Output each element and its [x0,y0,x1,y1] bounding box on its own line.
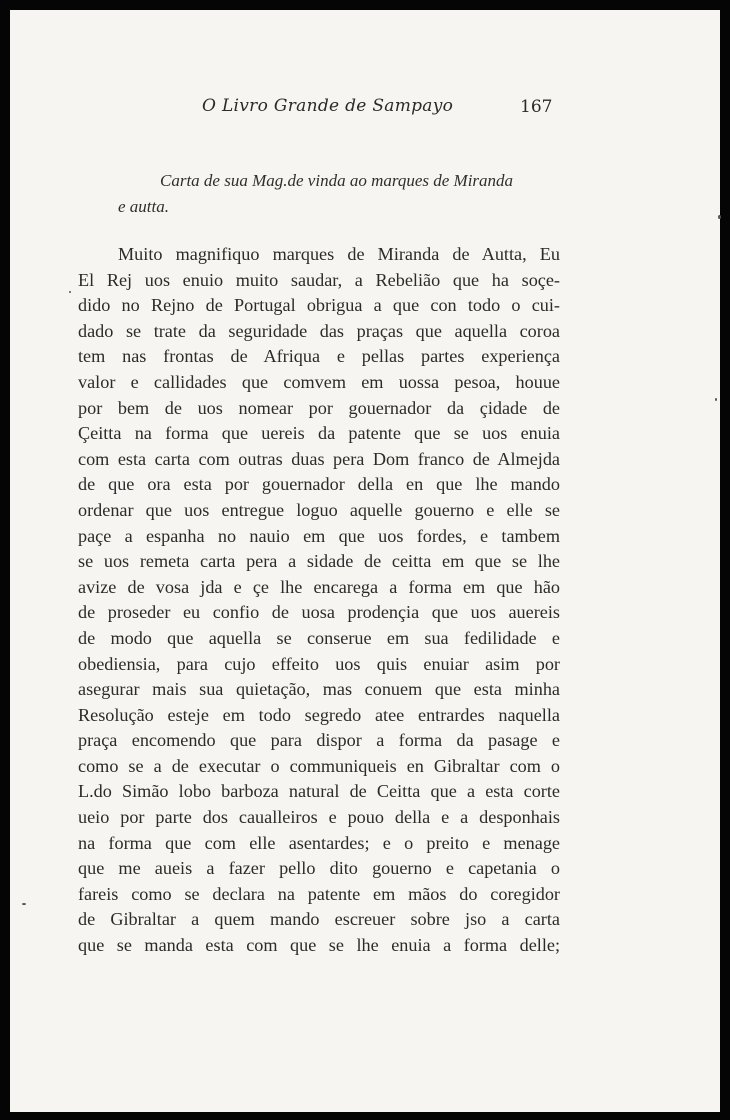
paper-speck [22,903,26,905]
paper-speck [715,398,717,401]
text-line: fareis como se declara na patente em mãos do coregidor [78,883,560,904]
text-line: na forma que com elle asentardes; e o preito e menage [78,832,560,853]
text-line: com esta carta com outras duas pera Dom franco de Almejda [78,448,560,469]
paper-speck [718,215,721,219]
text-line: se uos remeta carta pera a sidade de ceitta em que se lhe [78,551,560,572]
text-line: de modo que aquella se conserue em sua fedilidade e [78,627,560,648]
letter-heading-line: e autta. [118,197,169,216]
book-page [10,10,720,1112]
text-line: de proseder eu confio de uosa prodençia que uos auereis [78,602,560,623]
text-line: valor e callidades que comvem em uossa pesoa, houue [78,371,560,392]
letter-heading-line: Carta de sua Mag.de vinda ao marques de Miranda [160,171,514,190]
text-line: L.do Simão lobo barboza natural de Ceitta que a esta corte [78,781,560,802]
text-line: Resolução esteje em todo segredo atee entrardes naquella [78,704,560,725]
text-line: Çeitta na forma que uereis da patente que se uos enuia [78,423,560,444]
running-header [10,96,720,122]
text-line: de Gibraltar a quem mando escreuer sobre jso a carta [78,909,560,930]
text-line: ueio por parte dos caualleiros e pouo della e a desponhais [78,807,560,828]
text-line: tem nas frontas de Afriqua e pellas partes experiença [78,346,560,367]
text-line: ordenar que uos entregue loguo aquelle gouerno e elle se [78,499,560,520]
letter-heading [80,168,580,220]
paper-speck [69,291,71,293]
text-line: dido no Rejno de Portugal obrigua a que con todo o cui- [78,295,560,316]
running-title: O Livro Grande de Sampayo [202,96,454,116]
text-line: praça encomendo que para dispor a forma da pasage e [78,730,560,751]
text-line: por bem de uos nomear por gouernador da çidade de [78,397,560,418]
page-number: 167 [520,97,553,117]
text-line: El Rej uos enuio muito saudar, a Rebelião que ha soçe- [78,269,560,290]
text-line: dado se trate da seguridade das praças que aquella coroa [78,320,560,341]
text-line: que se manda esta com que se lhe enuia a forma delle; [78,935,560,956]
letter-body [78,242,560,959]
text-line: avize de vosa jda e çe lhe encarega a forma em que hão [78,576,560,597]
text-line: de que ora esta por gouernador della en que lhe mando [78,474,560,495]
text-line: Muito magnifiquo marques de Miranda de Autta, Eu [118,244,560,264]
text-line: obediensia, para cujo effeito uos quis enuiar asim por [78,653,560,674]
text-line: paçe a espanha no nauio em que uos fordes, e tambem [78,525,560,546]
text-line: asegurar mais sua quietação, mas conuem que esta minha [78,679,560,700]
text-line: que me aueis a fazer pello dito gouerno e capetania o [78,858,560,879]
text-line: como se a de executar o communiqueis en Gibraltar com o [78,755,560,776]
